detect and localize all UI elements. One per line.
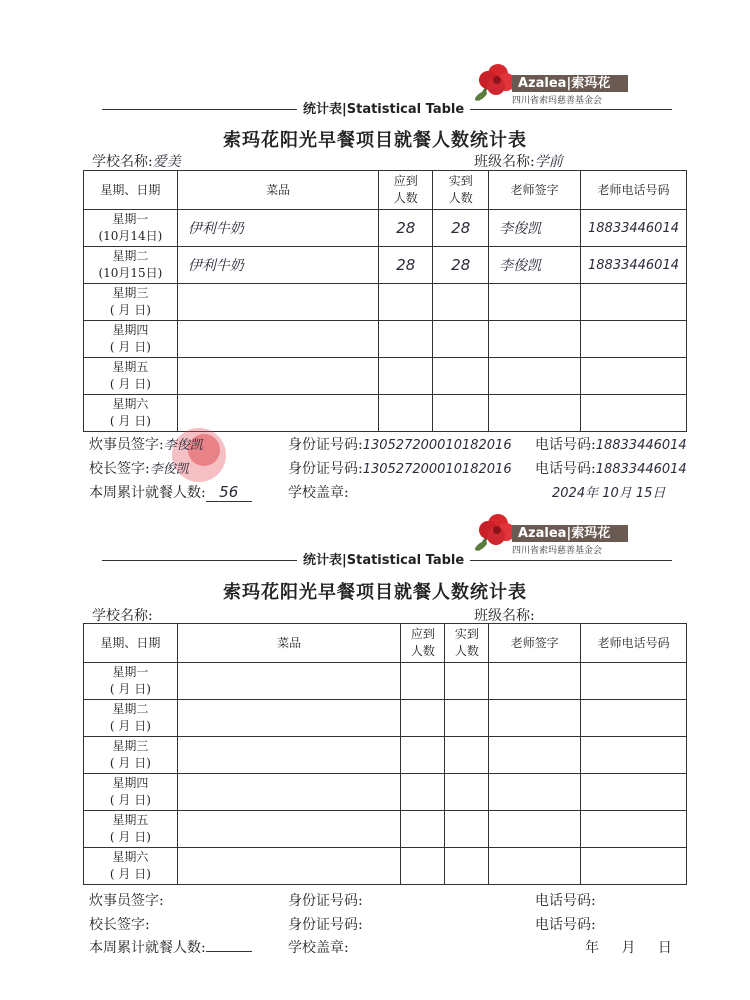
cook-signature: 李俊凯 [163, 438, 203, 453]
class-label: 班级名称: [474, 608, 535, 624]
col-dish-header: 菜品 [177, 624, 401, 663]
phone-cell: 18833446014 [581, 210, 687, 247]
col-expected-header: 应到 人数 [379, 171, 433, 210]
cook-id-field: 身份证号码: [288, 893, 363, 909]
dish-cell [177, 284, 379, 321]
day-cell: 星期六 ( 月 日) [84, 395, 178, 432]
cook-phone-value: 18833446014 [595, 438, 687, 453]
day-cell: 星期四 ( 月 日) [84, 774, 178, 811]
dish-cell [177, 321, 379, 358]
actual-cell [433, 358, 489, 395]
form-week-2 [0, 500, 750, 995]
principal-signature-field: 校长签字:李俊凯 [89, 461, 189, 477]
dish-cell [177, 358, 379, 395]
dish-cell: 伊利牛奶 [177, 247, 379, 284]
cook-signature-field: 炊事员签字:李俊凯 [89, 437, 203, 453]
logo-brand: Azalea|索玛花 [512, 75, 628, 92]
school-value: 爱美 [152, 154, 181, 170]
phone-cell [581, 395, 687, 432]
actual-cell [433, 395, 489, 432]
principal-phone-field: 电话号码: [535, 917, 596, 933]
actual-cell [433, 284, 489, 321]
table-row [84, 700, 687, 737]
table-row [84, 737, 687, 774]
col-teacher-header: 老师签字 [489, 171, 581, 210]
table-row [84, 284, 687, 321]
day-cell: 星期一 ( 月 日) [84, 663, 178, 700]
principal-signature: 李俊凯 [149, 462, 189, 477]
cook-id-value: 130527200010182016 [362, 438, 512, 453]
expected-cell [379, 284, 433, 321]
cook-phone-field: 电话号码:18833446014 [535, 437, 687, 453]
col-teacher-header: 老师签字 [489, 624, 581, 663]
teacher-cell: 李俊凯 [489, 247, 581, 284]
table-row [84, 358, 687, 395]
col-dish-header: 菜品 [177, 171, 379, 210]
table-row [84, 811, 687, 848]
principal-phone-value: 18833446014 [595, 462, 687, 477]
weekly-total-field: 本周累计就餐人数: [89, 937, 252, 957]
date-line: 年 月 日 [585, 940, 672, 956]
teacher-cell [489, 321, 581, 358]
day-cell: 星期二 (10月15日) [84, 247, 178, 284]
phone-cell [581, 321, 687, 358]
principal-signature-field: 校长签字: [89, 917, 150, 933]
school-name-field [92, 151, 181, 171]
expected-cell [379, 358, 433, 395]
day-cell: 星期一 (10月14日) [84, 210, 178, 247]
principal-id-field: 身份证号码: [288, 917, 363, 933]
teacher-cell [489, 358, 581, 395]
table-row [84, 848, 687, 885]
phone-cell: 18833446014 [581, 247, 687, 284]
actual-cell [433, 321, 489, 358]
school-seal-field: 学校盖章: [288, 940, 349, 956]
meal-table [83, 170, 687, 432]
day-cell: 星期四 ( 月 日) [84, 321, 178, 358]
col-day-header: 星期、日期 [84, 624, 178, 663]
expected-cell [379, 395, 433, 432]
col-phone-header: 老师电话号码 [581, 624, 687, 663]
table-header-row [84, 624, 687, 663]
statistical-table-banner [102, 547, 672, 569]
expected-cell: 28 [379, 247, 433, 284]
logo-brand: Azalea|索玛花 [512, 525, 628, 542]
cook-id-field: 身份证号码:130527200010182016 [288, 437, 512, 453]
teacher-cell [489, 284, 581, 321]
col-actual-header: 实到 人数 [445, 624, 489, 663]
phone-cell [581, 284, 687, 321]
cook-phone-field: 电话号码: [535, 893, 596, 909]
form-title: 索玛花阳光早餐项目就餐人数统计表 [223, 582, 527, 603]
day-cell: 星期二 ( 月 日) [84, 700, 178, 737]
day-cell: 星期五 ( 月 日) [84, 811, 178, 848]
school-label: 学校名称: [92, 154, 153, 170]
class-value: 学前 [534, 154, 563, 170]
table-row [84, 774, 687, 811]
school-seal-field: 学校盖章: [288, 485, 349, 501]
principal-id-value: 130527200010182016 [362, 462, 512, 477]
col-day-header: 星期、日期 [84, 171, 178, 210]
day-cell: 星期三 ( 月 日) [84, 737, 178, 774]
teacher-cell: 李俊凯 [489, 210, 581, 247]
expected-cell [379, 321, 433, 358]
meal-table [83, 623, 687, 885]
col-expected-header: 应到 人数 [401, 624, 445, 663]
weekly-total-blank [206, 951, 252, 952]
day-cell: 星期六 ( 月 日) [84, 848, 178, 885]
class-label: 班级名称: [474, 154, 535, 170]
cook-signature-field: 炊事员签字: [89, 893, 164, 909]
class-name-field [474, 605, 535, 625]
date-line: 2024年 10月 15日 [552, 486, 666, 501]
table-row [84, 663, 687, 700]
table-header-row [84, 171, 687, 210]
principal-phone-field: 电话号码:18833446014 [535, 461, 687, 477]
table-row [84, 321, 687, 358]
class-name-field [474, 151, 563, 171]
banner-label: 统计表|Statistical Table [297, 98, 470, 117]
weekly-total-field: 本周累计就餐人数: 56 [89, 482, 252, 502]
actual-cell: 28 [433, 210, 489, 247]
expected-cell: 28 [379, 210, 433, 247]
actual-cell: 28 [433, 247, 489, 284]
form-title: 索玛花阳光早餐项目就餐人数统计表 [223, 130, 527, 151]
day-cell: 星期五 ( 月 日) [84, 358, 178, 395]
col-phone-header: 老师电话号码 [581, 171, 687, 210]
teacher-cell [489, 395, 581, 432]
dish-cell: 伊利牛奶 [177, 210, 379, 247]
banner-label: 统计表|Statistical Table [297, 549, 470, 568]
statistical-table-banner [102, 96, 672, 118]
table-row [84, 247, 687, 284]
logo-org: 四川省索玛慈善基金会 [512, 546, 603, 556]
weekly-total-value: 56 [206, 483, 252, 502]
phone-cell [581, 358, 687, 395]
principal-id-field: 身份证号码:130527200010182016 [288, 461, 512, 477]
day-cell: 星期三 ( 月 日) [84, 284, 178, 321]
school-name-field [92, 605, 153, 625]
logo-org: 四川省索玛慈善基金会 [512, 96, 603, 106]
table-row [84, 210, 687, 247]
school-label: 学校名称: [92, 608, 153, 624]
col-actual-header: 实到 人数 [433, 171, 489, 210]
